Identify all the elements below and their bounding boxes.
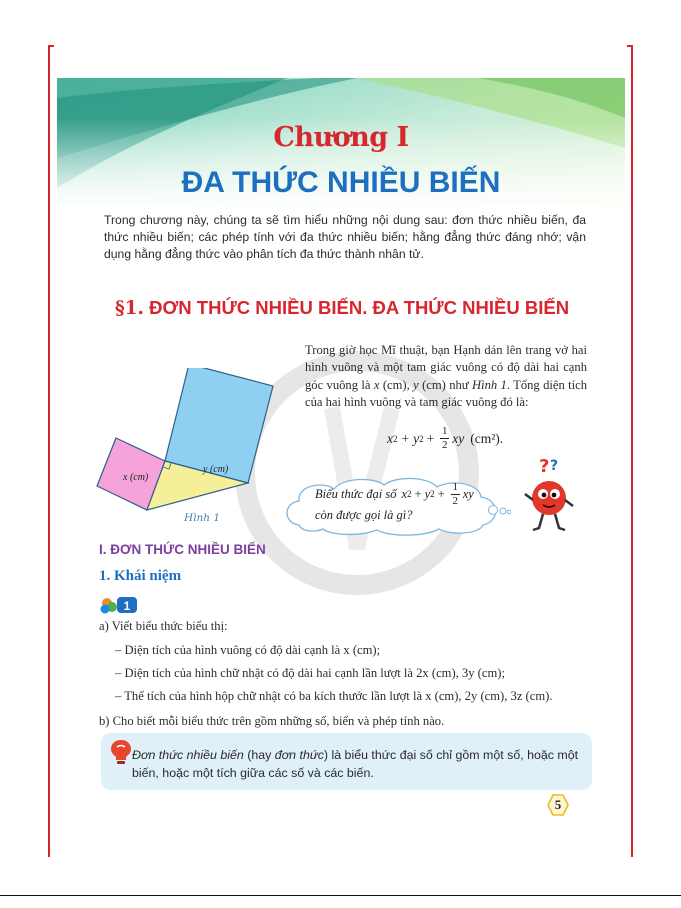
lightbulb-icon [109, 738, 133, 766]
cloud-question-suffix: còn được gọi là gì? [315, 508, 413, 522]
problem-figure-ref: Hình 1 [472, 377, 507, 392]
definition-text [132, 747, 587, 782]
crop-mark-left [48, 45, 50, 857]
activity-item-3: – Thể tích của hình hộp chữ nhật có ba kích thước lần lượt là x (cm), 2y (cm), 3z (cm). [115, 689, 553, 703]
definition-term-1: Đơn thức nhiều biến [132, 748, 244, 762]
problem-var-x: x [373, 377, 380, 392]
part-subheading: 1. Khái niệm [99, 568, 182, 584]
problem-text [305, 342, 587, 411]
cloud-question-prefix: Biểu thức đại số [315, 487, 397, 501]
svg-text:?: ? [550, 458, 559, 474]
activity-badge-icon [99, 595, 139, 615]
chapter-intro: Trong chương này, chúng ta sẽ tìm hiểu những nội dung sau: đơn thức nhiều biến, đa thức nhiều biến; các phép tính với đa thức nhiều biến; hằng đẳng thức đáng nhớ; vận dụng hằng đẳng thức vào phân tích đa thức thành nhân tử. [104, 213, 586, 261]
formula-unit: (cm²). [470, 430, 504, 446]
problem-text-4: . Tổng diện tích của hai hình vuông và tam giác vuông đó là: [305, 377, 588, 409]
chapter-title: ĐA THỨC NHIỀU BIẾN [181, 166, 501, 199]
activity-b-text: b) Cho biết mỗi biểu thức trên gồm những số, biến và phép tính nào. [99, 714, 445, 728]
crop-mark-right-tick [627, 45, 633, 47]
activity-item-1: – Diện tích của hình vuông có độ dài cạnh là x (cm); [115, 643, 381, 657]
figure-caption: Hình 1 [184, 512, 221, 524]
crop-mark-right [631, 45, 633, 857]
page-number: 5 [554, 797, 562, 812]
crop-mark-left-tick [48, 45, 54, 47]
problem-text-1: Trong giờ học Mĩ thuật, bạn Hạnh dán lên trang vở hai hình vuông và một tam giác vuông có độ dài hai cạnh góc vuông là [305, 343, 587, 392]
problem-text-3: (cm) như [418, 377, 472, 392]
svg-text:?: ? [539, 456, 550, 477]
section-symbol: §1. [115, 298, 144, 319]
section-title [115, 297, 569, 319]
bottom-rule [0, 895, 681, 896]
cloud-question: Biểu thức đại số x 2 + y 2 + $\frac{1}{2}$ xy còn được gọi là gì? [315, 481, 474, 522]
definition-text-1: (hay [243, 748, 275, 762]
textbook-page [57, 78, 625, 838]
activity-number: 1 [123, 599, 131, 613]
figure-label-x: x (cm) [123, 472, 149, 483]
area-formula: x 2 + y 2 + $\frac{1}{2}$ xy (cm²). [387, 425, 504, 451]
activity-item-2: – Diện tích của hình chữ nhật có độ dài hai cạnh lần lượt là 2x (cm), 3y (cm); [115, 666, 505, 680]
problem-var-y: y [413, 377, 419, 392]
activity-a-title: a) Viết biểu thức biểu thị: [99, 619, 228, 633]
chapter-label: Chương I [273, 122, 409, 153]
problem-text-2: (cm), [379, 377, 414, 392]
figure-label-y: y (cm) [203, 464, 229, 475]
definition-text-2: ) là biểu thức đại số chỉ gồm một số, hoặc một biến, hoặc một tích giữa các số và các biến. [132, 748, 579, 780]
definition-term-2: đơn thức [274, 748, 324, 762]
section-title-text: ĐƠN THỨC NHIỀU BIẾN. ĐA THỨC NHIỀU BIẾN [149, 297, 570, 318]
mascot-icon [519, 456, 581, 536]
part-heading: I. ĐƠN THỨC NHIỀU BIẾN [99, 542, 266, 557]
